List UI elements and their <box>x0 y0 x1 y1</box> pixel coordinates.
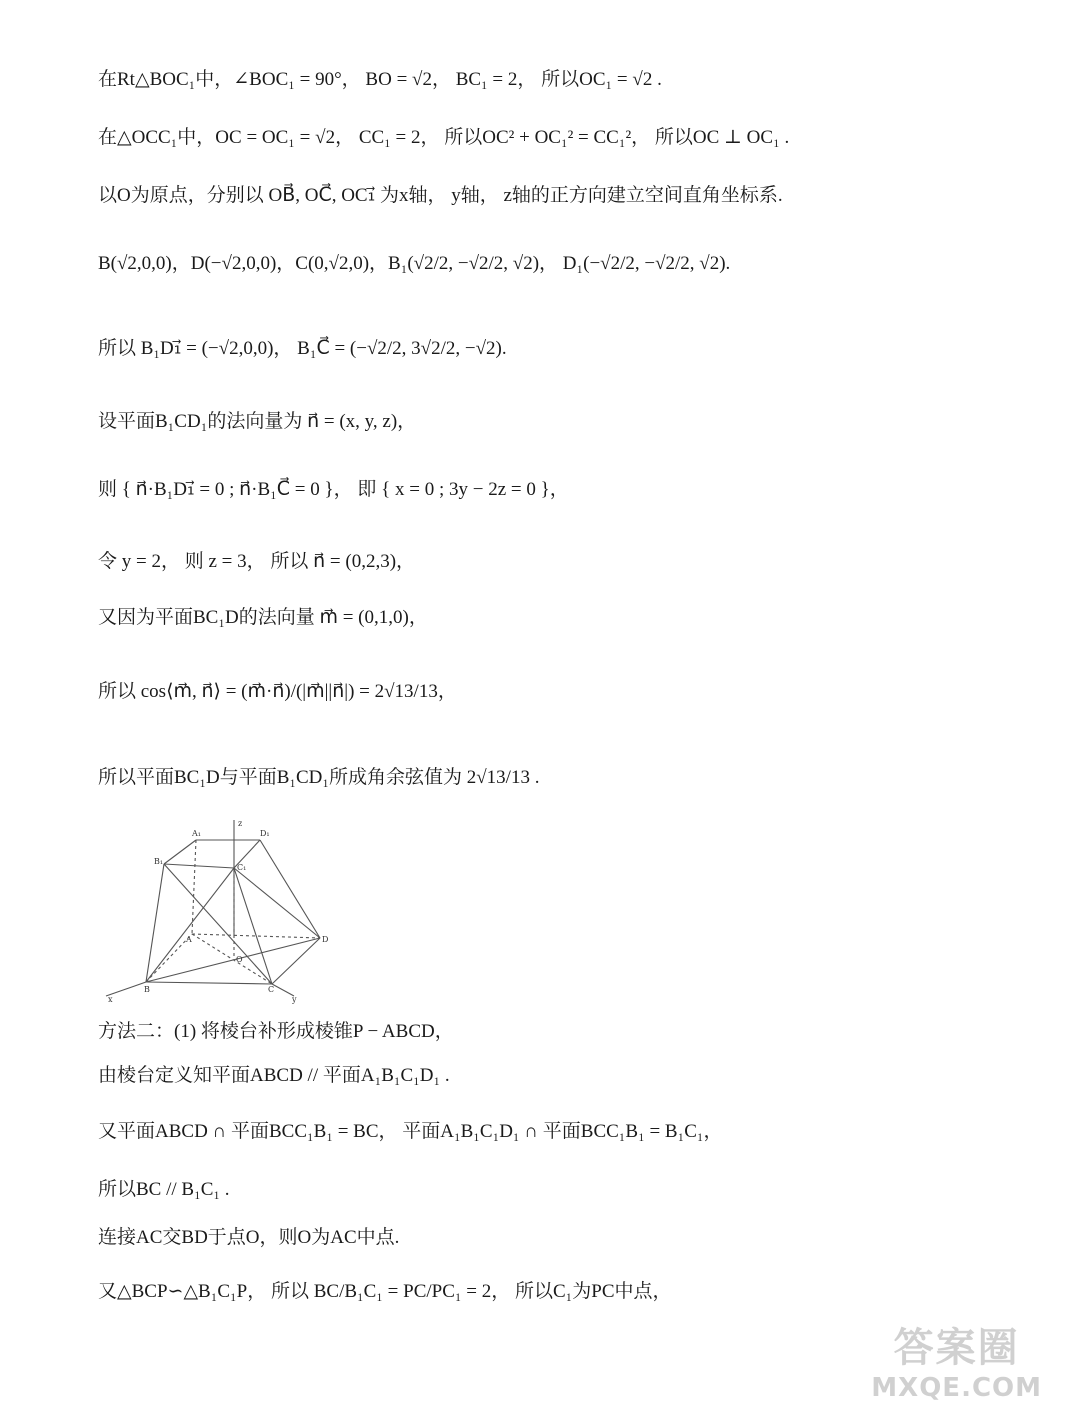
label-a: A <box>186 935 192 944</box>
label-y-axis: y <box>292 995 297 1004</box>
text-line-5: 所以 B₁D₁⃗ = (−√2,0,0)， B₁C⃗ = (−√2/2, 3√2/2, −√2). <box>98 338 507 359</box>
label-d: D <box>322 935 329 944</box>
text-line-4: B(√2,0,0)，D(−√2,0,0)，C(0,√2,0)，B₁(√2/2, −√2/2, √2)， D₁(−√2/2, −√2/2, √2). <box>98 253 731 274</box>
label-c: C <box>268 985 275 994</box>
label-z-axis: z <box>238 819 243 828</box>
text-line-13: 由棱台定义知平面ABCD // 平面A₁B₁C₁D₁ . <box>98 1065 450 1086</box>
text-line-16: 连接AC交BD于点O，则O为AC中点. <box>98 1227 400 1248</box>
label-b: B <box>144 985 150 994</box>
text-line-15: 所以BC // B₁C₁ . <box>98 1179 230 1200</box>
text-line-12: 方法二：(1) 将棱台补形成棱锥P − ABCD， <box>98 1021 454 1042</box>
label-o: O <box>236 955 243 964</box>
text-line-1: 在Rt△BOC₁中，∠BOC₁ = 90°， BO = √2， BC₁ = 2， 所以OC₁ = √2 . <box>98 69 662 90</box>
text-line-3: 以O为原点，分别以 OB⃗, OC⃗, OC₁⃗ 为x轴， y轴， z轴的正方向建立空间直角坐标系. <box>98 185 783 206</box>
label-x-axis: x <box>108 995 113 1004</box>
text-line-2: 在△OCC₁中，OC = OC₁ = √2， CC₁ = 2， 所以OC² + OC₁² = CC₁²， 所以OC ⊥ OC₁ . <box>98 127 790 148</box>
text-line-14: 又平面ABCD ∩ 平面BCC₁B₁ = BC， 平面A₁B₁C₁D₁ ∩ 平面BCC₁B₁ = B₁C₁， <box>98 1121 723 1142</box>
watermark-title: 答案圈 <box>893 1325 1020 1371</box>
watermark-url: MXQE.COM <box>871 1373 1042 1403</box>
watermark-logo <box>871 1316 1042 1403</box>
label-a1: A₁ <box>192 829 201 838</box>
label-d1: D₁ <box>260 829 270 838</box>
text-line-6: 设平面B₁CD₁的法向量为 n⃗ = (x, y, z)， <box>98 411 417 432</box>
text-line-10: 所以 cos⟨m⃗, n⃗⟩ = (m⃗·n⃗)/(|m⃗||n⃗|) = 2√13/13， <box>98 681 457 702</box>
geometry-diagram <box>100 816 340 1004</box>
text-line-9: 又因为平面BC₁D的法向量 m⃗ = (0,1,0)， <box>98 607 428 628</box>
text-line-17: 又△BCP∽△B₁C₁P， 所以 BC/B₁C₁ = PC/PC₁ = 2， 所以C₁为PC中点， <box>98 1281 672 1302</box>
text-line-7: 则 { n⃗·B₁D₁⃗ = 0 ; n⃗·B₁C⃗ = 0 }， 即 { x = 0 ; 3y − 2z = 0 }， <box>98 479 569 500</box>
text-line-11: 所以平面BC₁D与平面B₁CD₁所成角余弦值为 2√13/13 . <box>98 767 540 788</box>
label-b1: B₁ <box>154 857 164 866</box>
label-c1: C₁ <box>237 863 247 872</box>
text-line-8: 令 y = 2， 则 z = 3， 所以 n⃗ = (0,2,3)， <box>98 551 416 572</box>
